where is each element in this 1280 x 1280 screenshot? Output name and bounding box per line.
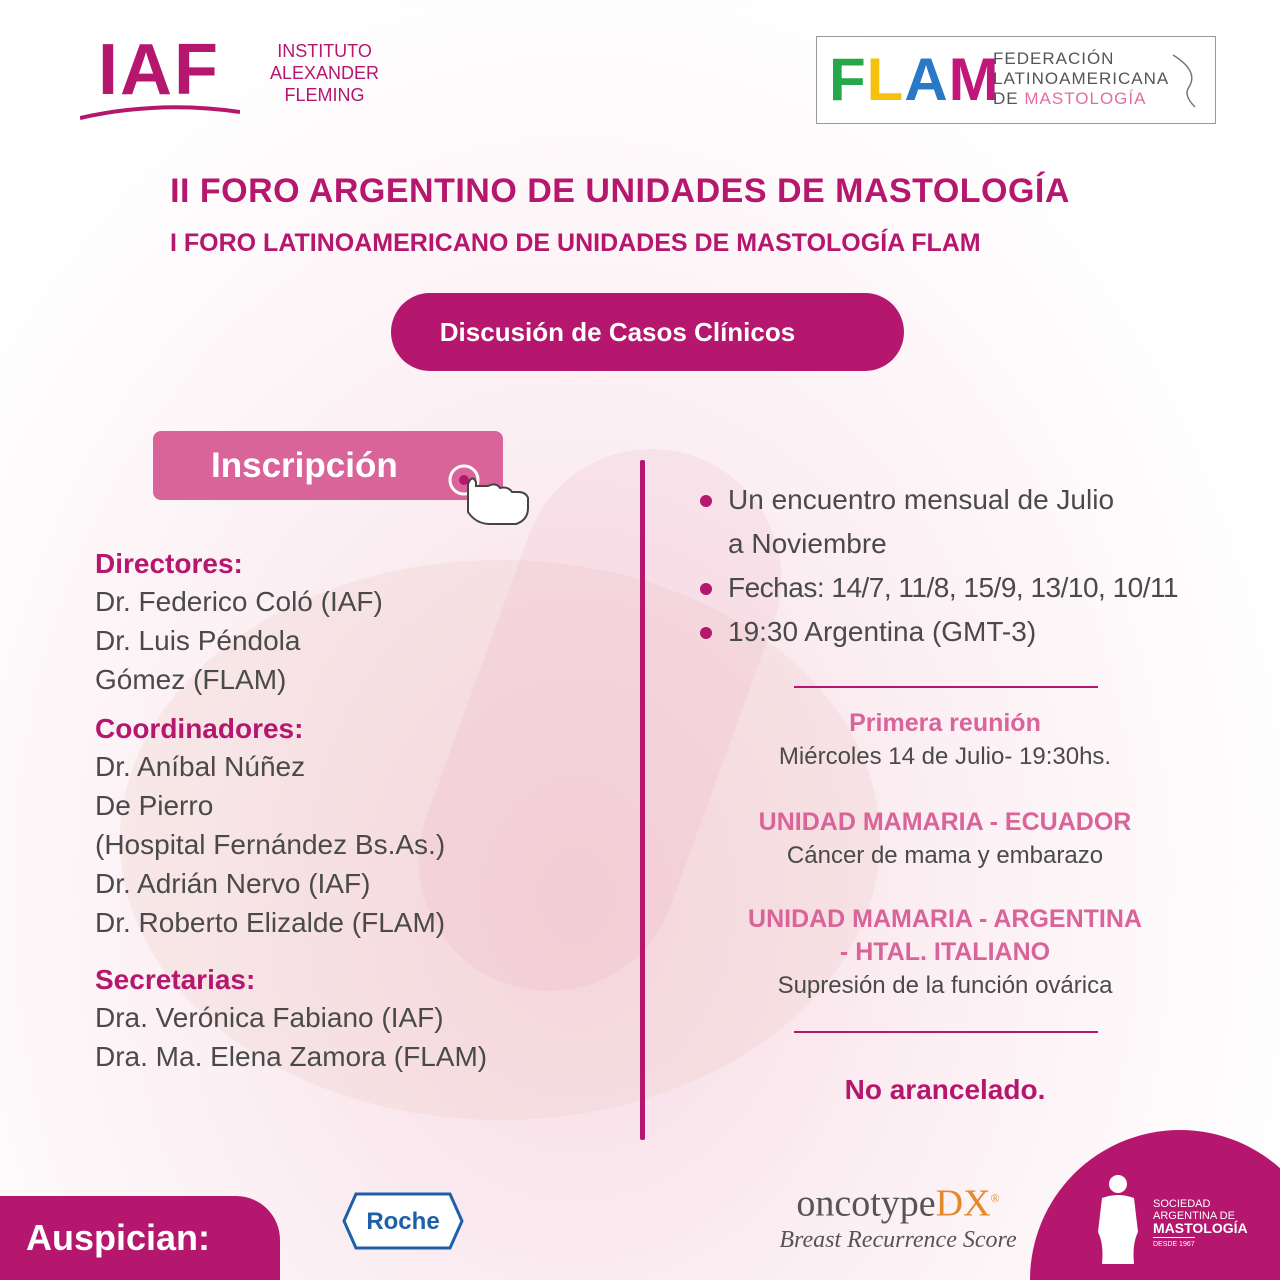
directors-heading: Directores: (95, 548, 243, 579)
breast-silhouette-icon (1169, 51, 1201, 111)
schedule-item: 19:30 Argentina (GMT-3) (700, 610, 1220, 654)
flam-logo (816, 36, 1216, 124)
sam-logo-text: SOCIEDAD ARGENTINA DE MASTOLOGÍA DESDE 1967 (1153, 1198, 1278, 1251)
coordinator-name: Dr. Roberto Elizalde (FLAM) (95, 907, 446, 938)
schedule-item: Un encuentro mensual de Julio (700, 478, 1220, 522)
unit-ecuador-heading: UNIDAD MAMARIA - ECUADOR (758, 808, 1132, 836)
roche-logo (342, 1192, 464, 1250)
coordinator-name: (Hospital Fernández Bs.As.) (95, 829, 446, 860)
oncotype-logo (766, 1176, 1030, 1256)
secretaries-heading: Secretarias: (95, 964, 256, 995)
unit-argentina-heading-2: - HTAL. ITALIANO (839, 938, 1051, 966)
unit-argentina (680, 903, 1210, 1002)
unit-argentina-topic: Supresión de la función ovárica (777, 972, 1113, 999)
first-meeting (680, 707, 1210, 773)
column-divider (640, 460, 645, 1140)
iaf-swoosh-icon (80, 102, 240, 122)
unit-ecuador-topic: Cáncer de mama y embarazo (786, 842, 1104, 869)
sponsors-label: Auspician: (0, 1196, 280, 1280)
iaf-logo-text: INSTITUTO ALEXANDER FLEMING (270, 41, 380, 105)
oncotype-logo-mark: oncotypeDX® (796, 1182, 1000, 1225)
iaf-logo-mark: IAF (98, 30, 220, 110)
statue-icon (1092, 1172, 1144, 1266)
first-meeting-date: Miércoles 14 de Julio- 19:30hs. (778, 743, 1112, 770)
secretary-name: Dra. Ma. Elena Zamora (FLAM) (95, 1041, 488, 1072)
coordinator-name: Dr. Aníbal Núñez (95, 751, 306, 782)
coordinator-name: Dr. Adrián Nervo (IAF) (95, 868, 371, 899)
schedule-item: Fechas: 14/7, 11/8, 15/9, 13/10, 10/11 (700, 566, 1220, 610)
inscription-button[interactable]: Inscripción (153, 431, 503, 500)
director-name: Dr. Federico Coló (IAF) (95, 586, 383, 617)
divider-line (794, 686, 1098, 688)
director-name: Gómez (FLAM) (95, 664, 287, 695)
iaf-logo (80, 30, 400, 130)
fee-note: No arancelado. (844, 1074, 1046, 1105)
unit-argentina-heading: UNIDAD MAMARIA - ARGENTINA (748, 905, 1142, 933)
coordinators-heading: Coordinadores: (95, 713, 304, 744)
unit-ecuador (680, 806, 1210, 872)
organizers-section (95, 546, 615, 1076)
flam-logo-mark: FLAM (829, 46, 1000, 113)
sub-title: I FORO LATINOAMERICANO DE UNIDADES DE MASTOLOGÍA FLAM (170, 229, 981, 257)
schedule-list (700, 478, 1220, 654)
main-title: II FORO ARGENTINO DE UNIDADES DE MASTOLOGÍA (170, 172, 1070, 210)
divider-line (794, 1031, 1098, 1033)
case-discussion-banner: Discusión de Casos Clínicos (391, 293, 904, 371)
secretary-name: Dra. Verónica Fabiano (IAF) (95, 1002, 444, 1033)
schedule-item-continued: a Noviembre (728, 528, 887, 559)
oncotype-tagline: Breast Recurrence Score (779, 1226, 1017, 1253)
director-name: Dr. Luis Péndola (95, 625, 301, 656)
coordinator-name: De Pierro (95, 790, 214, 821)
hand-cursor-icon (446, 460, 536, 530)
first-meeting-heading: Primera reunión (849, 709, 1041, 737)
roche-logo-text: Roche (366, 1208, 440, 1235)
flam-logo-text: FEDERACIÓN LATINOAMERICANA DE MASTOLOGÍA (993, 49, 1170, 108)
